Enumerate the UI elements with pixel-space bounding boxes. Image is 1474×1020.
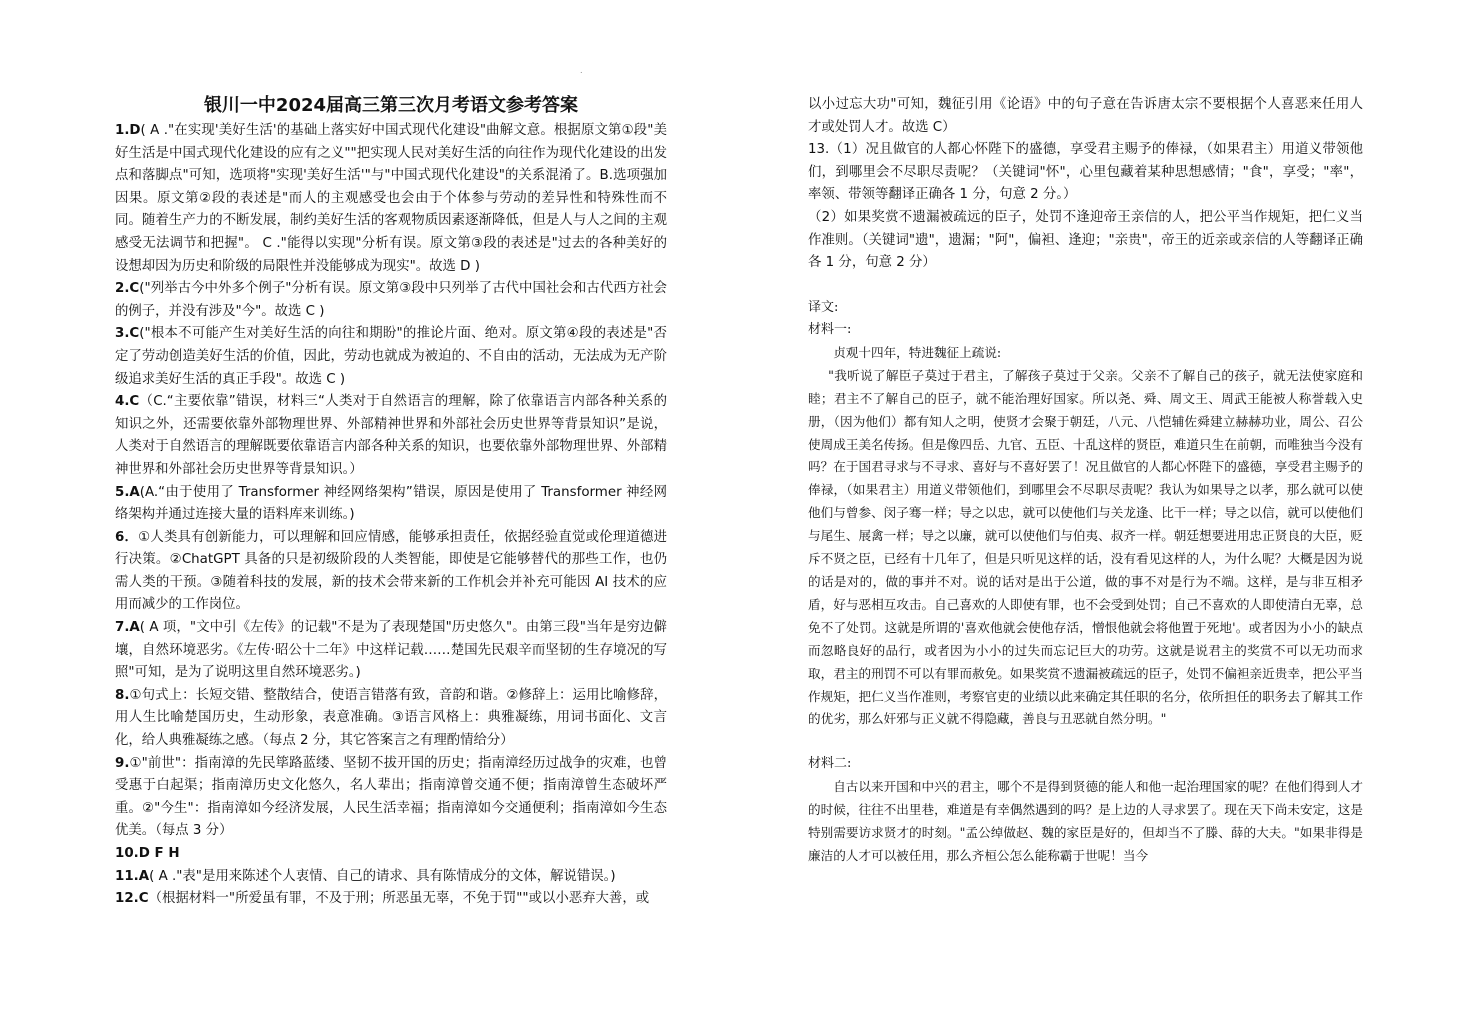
answer-number: 1.D	[115, 123, 141, 138]
answer-number: 6．	[115, 529, 139, 545]
translation-heading: 译文:	[808, 299, 839, 315]
answer-item	[115, 685, 667, 753]
answer-item	[115, 527, 667, 617]
answer-text: ("根本不可能产生对美好生活的向往和期盼"的推论片面、绝对。原文第④段的表述是"否定了劳动创造美好生活的价值，因此，劳动也就成为被迫的、不自由的活动，无法成为无产阶级追求美好生活的真正手段"。故选 C )	[115, 326, 667, 387]
left-column	[115, 94, 667, 911]
answer-item	[115, 888, 667, 911]
answer-number: 4.C	[115, 394, 140, 410]
material-2-label: 材料二:	[808, 756, 852, 772]
spacer	[808, 275, 1363, 297]
material-2-body: 自古以来开国和中兴的君主，哪个不是得到贤德的能人和他一起治理国家的呢？在他们得到人才的时候，往往不出里巷，难道是有幸偶然遇到的吗？是上边的人寻求罢了。现在天下尚未安定，这是特别需要访求贤才的时刻。"孟公绰做赵、魏的家臣是好的，但却当不了滕、薛的大夫。"如果非得是廉洁的人才可以被任用，那么齐桓公怎么能称霸于世呢！当今	[808, 778, 1363, 863]
answer-number: 3.C	[115, 326, 140, 342]
answer-text: ①句式上：长短交错、整散结合，使语言错落有致，音韵和谐。②修辞上：运用比喻修辞，用人生比喻楚国历史，生动形象，表意准确。③语言风格上：典雅凝练，用词书面化、文言化，给人典雅凝练之感。（每点 2 分，其它答案言之有理酌情给分）	[115, 687, 667, 749]
material-1-intro: 贞观十四年，特进魏征上疏说:	[833, 344, 1002, 360]
answer-text: ( A 项，"文中引《左传》的记载"不是为了表现楚国"历史悠久"。由第三段"当年是穷边僻壤，自然环境恶劣。《左传·昭公十二年》中这样记载……楚国先民艰辛而坚韧的生存境况的写照"可知，是为了说明这里自然环境恶劣。)	[115, 620, 667, 681]
answer-text: ( A ."表"是用来陈述个人衷情、自己的请求、具有陈情成分的文体，解说错误。)	[149, 868, 616, 884]
answer-number: 12.C	[115, 891, 149, 907]
spacer	[808, 731, 1363, 753]
answer-item	[115, 753, 667, 843]
answer-number: 10.	[115, 846, 139, 861]
answer-text: (A.“由于使用了 Transformer 神经网络架构”错误，原因是使用了 Transformer 神经网络架构并通过连接大量的语料库来训练。)	[115, 484, 667, 523]
answer-number: 11.A	[115, 868, 150, 884]
answer-item	[115, 617, 667, 685]
answer-text: ①"前世"：指南漳的先民筚路蓝缕、坚韧不拔开国的历史；指南漳经历过战争的灾难，也曾受惠于白起渠；指南漳历史文化悠久，名人辈出；指南漳曾交通不便；指南漳曾生态破坏严重。②"今生"：指南漳如今经济发展，人民生活幸福；指南漳如今交通便利；指南漳如今生态优美。（每点 3 分）	[115, 755, 667, 839]
decor-mark: .	[580, 66, 583, 75]
answer-text: ①人类具有创新能力，可以理解和回应情感，能够承担责任，依据经验直觉或伦理道德进行决策。②ChatGPT 具备的只是初级阶段的人类智能，即使是它能够替代的那些工作，也仍需人类的干预。③随着科技的发展，新的技术会带来新的工作机会并补充可能因 AI 技术的应用而减少的工作岗位。	[115, 529, 667, 613]
answer-number: 8.	[115, 687, 130, 703]
answer-item	[115, 323, 667, 391]
answer-item	[115, 843, 667, 866]
answer-item	[115, 482, 667, 527]
page-title: 银川一中2024届高三第三次月考语文参考答案	[203, 95, 579, 116]
material-1-body: "我听说了解臣子莫过于君主，了解孩子莫过于父亲。父亲不了解自己的孩子，就无法使家庭和睦；君主不了解自己的臣子，就不能治理好国家。所以尧、舜、周文王、周武王能被人称誉载入史册，（因为他们）都有知人之明，使贤才会聚于朝廷，八元、八恺辅佐舜建立赫赫功业，周公、召公使周成王美名传扬。但是像四岳、九官、五臣、十乱这样的贤臣，难道只生在前朝，而唯独当今没有吗？在于国君寻求与不寻求、喜好与不喜好罢了！况且做官的人都心怀陛下的盛德，享受君主赐予的俸禄，（如果君主）用道义带领他们，到哪里会不尽职尽责呢？我认为如果导之以孝，那么就可以使他们与曾参、闵子骞一样；导之以忠，就可以使他们与关龙逢、比干一样；导之以信，就可以使他们与尾生、展禽一样；导之以廉，就可以使他们与伯夷、叔齐一样。朝廷想要进用忠正贤良的大臣，贬斥不贤之臣，已经有十几年了，但是只听见这样的话，没有看见这样的人，为什么呢？大概是因为说的话是对的，做的事并不对。说的话对是出于公道，做的事不对是行为不端。这样，是与非互相矛盾，好与恶相互攻击。自己喜欢的人即使有罪，也不会受到处罚；自己不喜欢的人即使清白无辜，总免不了处罚。这就是所谓的'喜欢他就会使他存活，憎恨他就会将他置于死地'。或者因为小小的缺点而忽略良好的品行，或者因为小小的过失而忘记巨大的功劳。这就是说君主的奖赏不可以无功而求取，君主的刑罚不可以有罪而赦免。如果奖赏不遗漏被疏远的臣子，处罚不偏袒亲近贵幸，把公平当作规矩，把仁义当作准则，考察官吏的业绩以此来确定其任职的名分，依所担任的职务去了解其工作的优劣，那么奸邪与正义就不得隐藏，善良与丑恶就自然分明。"	[808, 367, 1363, 727]
answer-number: 2.C	[115, 281, 140, 297]
answer-item	[115, 391, 667, 481]
answer-item	[115, 120, 667, 278]
answer-text: （C.“主要依靠”错误，材料三“人类对于自然语言的理解，除了依靠语言内部各种关系的知识之外，还需要依靠外部物理世界、外部精神世界和外部社会历史世界等背景知识”是说，人类对于自然语言的理解既要依靠语言内部各种关系的知识，也要依靠外部物理世界、外部精神世界和外部社会历史世界等背景知识。）	[115, 394, 667, 477]
material-1-label: 材料一:	[808, 322, 852, 338]
answer-number: 9.	[115, 755, 130, 771]
answer-number: 5.A	[115, 484, 140, 500]
answer-text: ("列举古今中外多个例子"分析有误。原文第③段中只列举了古代中国社会和古代西方社会的例子，并没有涉及"今"。故选 C )	[115, 281, 667, 319]
answer-number: 7.A	[115, 620, 140, 636]
answer-text: ( A ."在实现'美好生活'的基础上落实好中国式现代化建设"曲解文意。根据原文第①段"美好生活是中国式现代化建设的应有之义""把实现人民对美好生活的向往作为现代化建设的出发点和落脚点"可知，选项将"实现'美好生活'"与"中国式现代化建设"的关系混淆了。B.选项强加因果。原文第②段的表述是"而人的主观感受也会由于个体参与劳动的差异性和特殊性而不同。随着生产力的不断发展，制约美好生活的客观物质因素逐渐降低，但是人与人之间的主观感受无法调节和把握"。 C ."能得以实现"分析有误。原文第③段的表述是"过去的各种美好的设想却因为历史和阶级的局限性并没能够成为现实"。故选 D )	[115, 123, 667, 274]
answer-continuation: 以小过忘大功"可知，魏征引用《论语》中的句子意在告诉唐太宗不要根据个人喜恶来任用人才或处罚人才。故选 C）	[808, 97, 1363, 135]
answer-13-part-2: （2）如果奖赏不遗漏被疏远的臣子，处罚不逢迎帝王亲信的人，把公平当作规矩，把仁义当作准则。（关键词"遗"，遗漏；"阿"，偏袒、逢迎；"亲贵"，帝王的近亲或亲信的人等翻译正确各 1 分，句意 2 分）	[808, 209, 1363, 271]
answer-text: D F H	[138, 846, 180, 861]
answer-item	[115, 866, 667, 889]
answer-13-part-1: 13.（1）况且做官的人都心怀陛下的盛德，享受君主赐予的俸禄，（如果君主）用道义带领他们，到哪里会不尽职尽责呢？（关键词"怀"，心里包藏着某种思想感情；"食"，享受；"率"，率领、带领等翻译正确各 1 分，句意 2 分。）	[808, 142, 1363, 203]
answer-item	[115, 278, 667, 323]
answer-text: （根据材料一"所爱虽有罪，不及于刑；所恶虽无辜，不免于罚""或以小恶弃大善，或	[148, 891, 650, 907]
right-column	[808, 94, 1363, 868]
